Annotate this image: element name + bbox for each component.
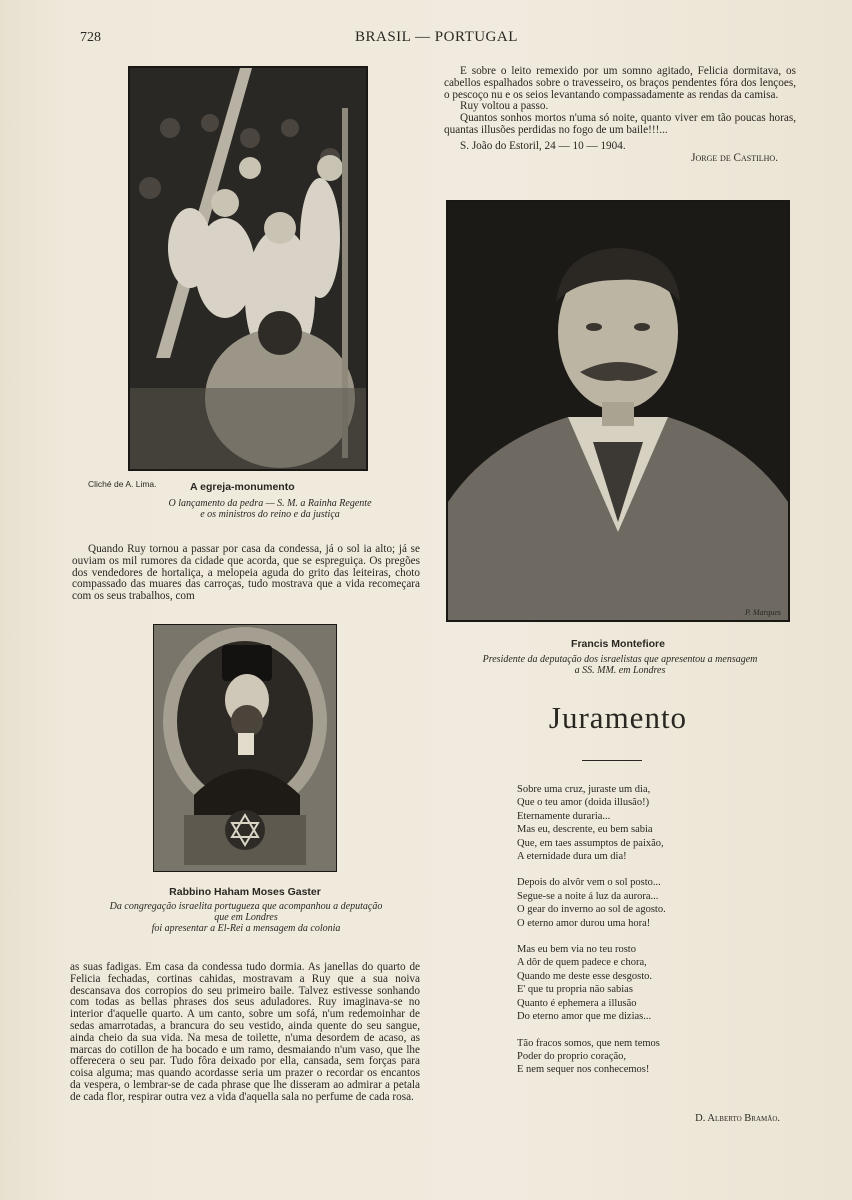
poem-line: Que, em taes assumptos de paixão, [517, 837, 664, 849]
title-divider [582, 760, 642, 761]
poem-stanza [517, 876, 777, 930]
poem-line: E nem sequer nos conhecemos! [517, 1064, 650, 1076]
crowd-illustration [130, 68, 366, 469]
caption-line: e os ministros do reino e da justiça [200, 509, 340, 520]
poem-body [517, 783, 777, 1090]
story-paragraph: Quantos sonhos mortos n'uma só noite, quanto viver em tão poucas horas, quantas illusões perdidas no fogo de um baile!!!... [444, 112, 796, 136]
story-paragraph: Quando Ruy tornou a passar por casa da condessa, já o sol ia alto; já se ouviam os mil rumores da cidade que acorda, que se espreguiça. Os pregões dos vendedores de hortaliça, a melopeia aguda do grito das leiteiras, choto compassado das muares das carroças, tudo mostrava que a vida recomeçara com os seus trabalhos, com [72, 543, 420, 603]
poem-line: E' que tu propria não sabias [517, 984, 633, 996]
poem-line: Depois do alvôr vem o sol posto... [517, 877, 661, 889]
caption-line: Da congregação israelita portugueza que acompanhou a deputação [109, 901, 383, 912]
poem-line: Poder do proprio coração, [517, 1050, 627, 1062]
page-number: 728 [80, 30, 101, 45]
poem-stanza [517, 1037, 777, 1077]
figure-caption-montefiore [440, 654, 800, 676]
running-title: BRASIL — PORTUGAL [355, 29, 518, 45]
caption-line: que em Londres [214, 912, 278, 923]
poem-line: Segue-se a noite á luz da aurora... [517, 890, 659, 902]
montefiore-portrait-photograph [446, 200, 790, 622]
photo-credit: Cliché de A. Lima. [88, 479, 157, 489]
figure-title-montefiore: Francis Montefiore [571, 638, 665, 650]
story-paragraph: as suas fadigas. Em casa da condessa tudo dormia. As janellas do quarto de Felicia fechadas, cortinas cahidas, mostravam a Ruy que a sua noiva descansava dos corropios do seu primeiro baile. Talvez estivesse sonhando com todas as bellas phrases dos seus aduladores. Ruy imaginava-se no interior d'aquelle quarto. A um canto, sobre um sofá, n'um redemoinhar de sedas amarrotadas, a brancura do seu vestido, ainda quente do seu sangue, ainda cheio da sua vida. Na mesa de toilette, n'uma desordem de acaso, as marcas do cotillon de ha bocado e um ramo, desmaiando n'um vaso, que lhe offerecera o seu par. Tudo fôra deixado por ella, cansada, sem forças para coisa alguma; mas quando acordasse seria um prazer o recordar os encantos da vespera, o lembrar-se de cada phrase que lhe disseram ao admirar a petala de cada flor, respirar outra vez a vida d'aquella sala no perfume de cada rosa. [70, 961, 420, 1103]
figure-caption-egreja [100, 498, 440, 520]
story-author: Jorge de Castilho. [691, 151, 778, 164]
poem-line: Quanto é ephemera a illusão [517, 997, 637, 1009]
story-text-column-right [444, 66, 796, 164]
poem-stanza [517, 943, 777, 1023]
poem-line: Eternamente duraria... [517, 810, 611, 822]
story-paragraph: E sobre o leito remexido por um somno agitado, Felicia dormitava, os cabellos espalhados sobre o travesseiro, os braços pendentes fóra dos lençoes, o pescoço nu e os seios levantando compassadamente as rendas da camisa. [444, 65, 796, 101]
ceremony-photograph [128, 66, 368, 471]
rabbi-portrait-illustration [154, 625, 336, 871]
poem-line: O eterno amor durou uma hora! [517, 917, 651, 929]
poem-line: Quando me deste esse desgosto. [517, 970, 653, 982]
story-place-date: S. João do Estoril, 24 — 10 — 1904. [460, 139, 626, 152]
caption-line: O lançamento da pedra — S. M. a Rainha Regente [168, 498, 372, 509]
poem-line: Mas eu bem via no teu rosto [517, 944, 636, 956]
poem-line: A dôr de quem padece e chora, [517, 957, 647, 969]
poem-line: Mas eu, descrente, eu bem sabia [517, 824, 653, 836]
engraver-signature: P. Marques [745, 608, 781, 617]
poem-line: Tão fracos somos, que nem temos [517, 1037, 660, 1049]
figure-title-rabbi: Rabbino Haham Moses Gaster [169, 886, 321, 898]
caption-line: a SS. MM. em Londres [574, 665, 666, 676]
montefiore-portrait-illustration [448, 202, 788, 620]
story-text-column-bottom [70, 962, 420, 1104]
poem-line: A eternidade dura um dia! [517, 851, 627, 863]
story-paragraph: Ruy voltou a passo. [460, 100, 549, 113]
poem-line: Que o teu amor (doida illusão!) [517, 797, 650, 809]
poem-line: O gear do inverno ao sol de agosto. [517, 904, 666, 916]
caption-line: Presidente da deputação dos israelistas que apresentou a mensagem [482, 654, 758, 665]
poem-line: Do eterno amor que me dizias... [517, 1011, 652, 1023]
poem-author: D. Alberto Bramão. [695, 1113, 780, 1124]
story-text-column-top [72, 544, 420, 603]
figure-title-egreja: A egreja-monumento [190, 481, 295, 493]
poem-line: Sobre uma cruz, juraste um dia, [517, 784, 651, 795]
poem-stanza [517, 783, 777, 863]
caption-line: foi apresentar a El-Rei a mensagem da colonia [151, 923, 341, 934]
poem-title: Juramento [548, 700, 688, 735]
rabbi-portrait-photograph [153, 624, 337, 872]
figure-caption-rabbi [76, 901, 416, 934]
